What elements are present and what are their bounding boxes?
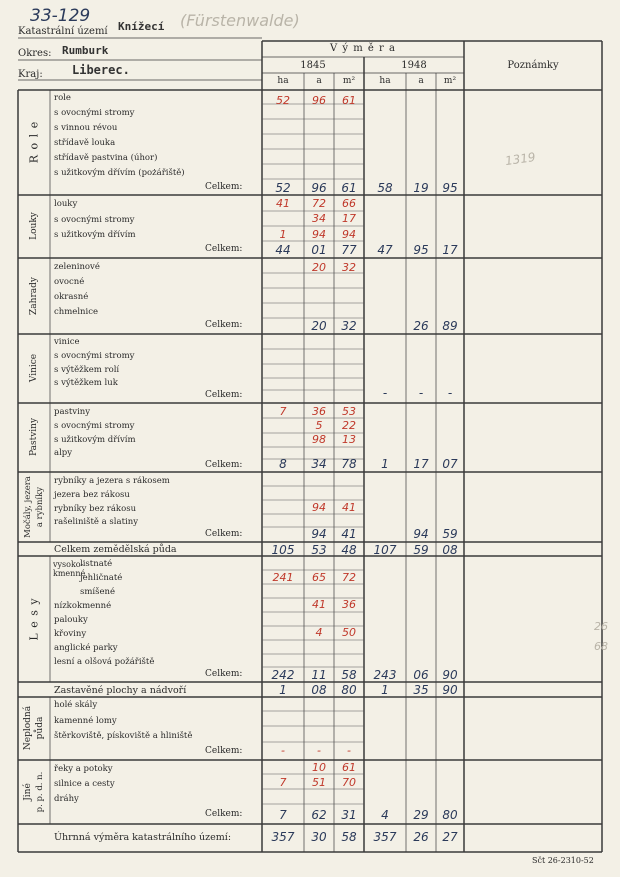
row-label: holé skály [54,700,98,710]
value-cell: 96 [312,94,326,107]
value-cell: 17 [442,243,458,257]
row-label: s vinnou révou [54,123,118,133]
value-cell: 61 [342,94,356,107]
value-cell: 61 [341,181,357,195]
value-cell: 59 [413,543,429,557]
zastavene-label: Zastavěné plochy a nádvoří [54,685,187,696]
value-cell: 41 [341,527,357,541]
value-cell: 41 [312,598,326,611]
value-cell: 72 [342,571,356,584]
value-cell: 36 [342,598,356,611]
value-cell: 26 [413,319,429,333]
value-cell: 70 [342,776,356,789]
row-label: anglické parky [54,643,118,653]
value-cell: 58 [377,181,393,195]
kraj-label: Kraj: [18,69,43,80]
value-cell: 41 [276,197,290,210]
value-cell: 61 [342,761,356,774]
row-label: řeky a potoky [54,764,113,774]
group-label-jine-1: Jiné [23,783,33,801]
celkem-label: Celkem: [205,320,243,330]
row-label: nízkokmenné [54,601,112,611]
year-1845-header: 1845 [300,60,326,71]
group-label-zahrady: Zahrady [29,277,39,315]
poznamky-header: Poznámky [507,60,559,71]
value-cell: 30 [311,830,327,844]
row-label: louky [54,199,78,209]
katastr-handwritten: (Fürstenwalde) [180,11,300,30]
value-cell: 10 [312,761,326,774]
row-label: rybníky a jezera s rákosem [54,476,170,486]
value-cell: - [281,744,285,757]
value-cell: 31 [341,808,357,822]
value-cell: - [347,744,351,757]
value-cell: 96 [311,181,327,195]
celkem-label: Celkem: [205,460,243,470]
row-label: s ovocnými stromy [54,421,135,431]
value-cell: 59 [442,527,458,541]
group-label-vinice: Vinice [29,353,39,383]
row-label: pastviny [54,407,91,417]
value-cell: 08 [311,683,327,697]
row-label: s výtěžkem luk [54,378,118,388]
value-cell: 5 [315,419,323,432]
value-cell: - [447,386,453,400]
row-label: chmelnice [54,307,99,317]
value-cell: 94 [312,501,326,514]
celkem-zemedelska-label: Celkem zemědělská půda [54,544,177,555]
row-label: ovocné [54,277,85,287]
row-label: s užitkovým dřívím [54,230,136,240]
value-cell: 20 [311,319,327,333]
value-cell: 72 [312,197,326,210]
value-cell: 357 [271,830,295,844]
value-cell: 58 [341,668,357,682]
value-cell: 95 [442,181,458,195]
katastr-label: Katastrální území [18,26,108,37]
row-label: jehličnaté [80,573,123,583]
value-cell: 94 [342,228,356,241]
value-cell: 11 [311,668,327,682]
value-cell: 89 [442,319,458,333]
form-code: Sčt 26-2310-52 [532,856,594,865]
value-cell: 90 [442,683,458,697]
value-cell: 95 [413,243,429,257]
value-cell: 20 [312,261,326,274]
row-label: palouky [54,615,88,625]
value-cell: 34 [311,457,327,471]
value-cell: 77 [341,243,357,257]
value-cell: 53 [311,543,327,557]
value-cell: 26 [413,830,429,844]
value-cell: 1 [279,683,287,697]
value-cell: 50 [342,626,356,639]
value-cell: 47 [377,243,393,257]
value-cell: 36 [312,405,326,418]
row-label: role [54,93,71,103]
value-cell: 1 [279,228,287,241]
group-label-mocaly-1: Močály, jezera [23,476,33,538]
value-cell: 07 [442,457,458,471]
group-label-neplodna-2: půda [35,716,45,740]
value-cell: 90 [442,668,458,682]
katastr-value: Knížecí [118,20,165,33]
row-label: křoviny [54,629,87,639]
value-cell: - [418,386,424,400]
a-header-1845: a [316,76,322,86]
value-cell: - [317,744,321,757]
value-cell: 08 [442,543,458,557]
value-cell: 78 [341,457,357,471]
row-label: štěrkoviště, pískoviště a hliniště [54,731,193,741]
group-label-role: R o l e [27,120,41,164]
value-cell: 53 [342,405,356,418]
celkem-label: Celkem: [205,669,243,679]
group-label-mocaly-2: a rybníky [35,486,45,528]
value-cell: 105 [271,543,295,557]
row-label: s ovocnými stromy [54,108,135,118]
value-cell: 27 [442,830,458,844]
group-label-pastviny: Pastviny [29,417,39,457]
row-label: listnaté [80,559,113,569]
m2-header-1948: m² [443,76,457,86]
row-label: vinice [54,337,80,347]
row-label: silnice a cesty [54,779,115,789]
value-cell: 58 [341,830,357,844]
value-cell: 52 [275,181,291,195]
value-cell: 107 [373,543,397,557]
value-cell: 241 [272,571,294,584]
celkem-label: Celkem: [205,182,243,192]
margin-note: 1319 [504,149,537,169]
value-cell: 35 [413,683,429,697]
row-label: střídavě louka [54,138,116,148]
value-cell: 22 [342,419,356,432]
value-cell: 19 [413,181,429,195]
row-label: s užitkovým dřívím (pożářiště) [54,168,185,178]
value-cell: 94 [413,527,429,541]
value-cell: 1 [381,683,389,697]
row-label: lesní a olšová požářiště [54,657,155,667]
celkem-label: Celkem: [205,746,243,756]
value-cell: 94 [311,527,327,541]
row-label: dráhy [54,794,79,804]
vymera-header: V ý m ě r a [330,43,396,54]
year-1948-header: 1948 [401,60,427,71]
okres-label: Okres: [18,48,52,59]
value-cell: 7 [279,405,287,418]
value-cell: 32 [341,319,357,333]
value-cell: 66 [342,197,356,210]
value-cell: 32 [342,261,356,274]
value-cell: 242 [271,668,295,682]
group-label-neplodna-1: Neplodná [23,705,33,751]
group-label-lesy: L e s y [27,597,41,641]
value-cell: 01 [311,243,327,257]
value-cell: 52 [276,94,290,107]
kmenne-label: kmenné [53,569,86,578]
row-label: střídavě pastvina (úhor) [54,153,158,163]
value-cell: 41 [342,501,356,514]
value-cell: 34 [312,212,326,225]
value-cell: - [382,386,388,400]
row-label: s výtěžkem rolí [54,365,120,375]
celkem-label: Celkem: [205,809,243,819]
value-cell: 1 [381,457,389,471]
value-cell: 4 [381,808,389,822]
value-cell: 13 [342,433,356,446]
value-cell: 80 [442,808,458,822]
row-label: zeleninové [54,262,100,272]
celkem-label: Celkem: [205,390,243,400]
row-label: alpy [54,448,73,458]
m2-header-1845: m² [342,76,356,86]
row-label: okrasné [54,292,89,302]
ha-header-1948: ha [379,76,391,86]
value-cell: 51 [312,776,326,789]
row-label: s užitkovým dřívím [54,435,136,445]
value-cell: 4 [315,626,323,639]
ha-header-1845: ha [277,76,289,86]
kraj-value: Liberec. [72,63,130,77]
value-cell: 7 [279,808,287,822]
row-label: smíšené [80,587,116,597]
value-cell: 65 [312,571,326,584]
row-label: rašeliniště a slatiny [54,517,138,527]
value-cell: 357 [373,830,397,844]
document-number: 33-129 [30,6,91,26]
value-cell: 94 [312,228,326,241]
value-cell: 17 [342,212,356,225]
value-cell: 44 [275,243,291,257]
row-label: rybníky bez rákosu [54,504,137,514]
value-cell: 29 [413,808,429,822]
value-cell: 7 [279,776,287,789]
margin-note: 26 [594,620,608,633]
group-label-louky: Louky [29,212,39,240]
okres-value: Rumburk [62,44,109,57]
row-label: s ovocnými stromy [54,351,135,361]
margin-note: 68 [594,640,608,653]
value-cell: 80 [341,683,357,697]
value-cell: 48 [341,543,357,557]
vysoko-label: vysoko- [53,560,84,569]
row-label: kamenné lomy [54,716,117,726]
celkem-label: Celkem: [205,529,243,539]
uhrnna-label: Úhrnná výměra katastrálního území: [54,832,232,843]
value-cell: 62 [311,808,327,822]
value-cell: 8 [279,457,287,471]
value-cell: 243 [373,668,397,682]
celkem-label: Celkem: [205,244,243,254]
value-cell: 98 [312,433,326,446]
value-cell: 17 [413,457,429,471]
row-label: s ovocnými stromy [54,215,135,225]
value-cell: 06 [413,668,429,682]
a-header-1948: a [418,76,424,86]
row-label: jezera bez rákosu [54,490,130,500]
group-label-jine-2: p. p. d. n. [35,771,45,813]
